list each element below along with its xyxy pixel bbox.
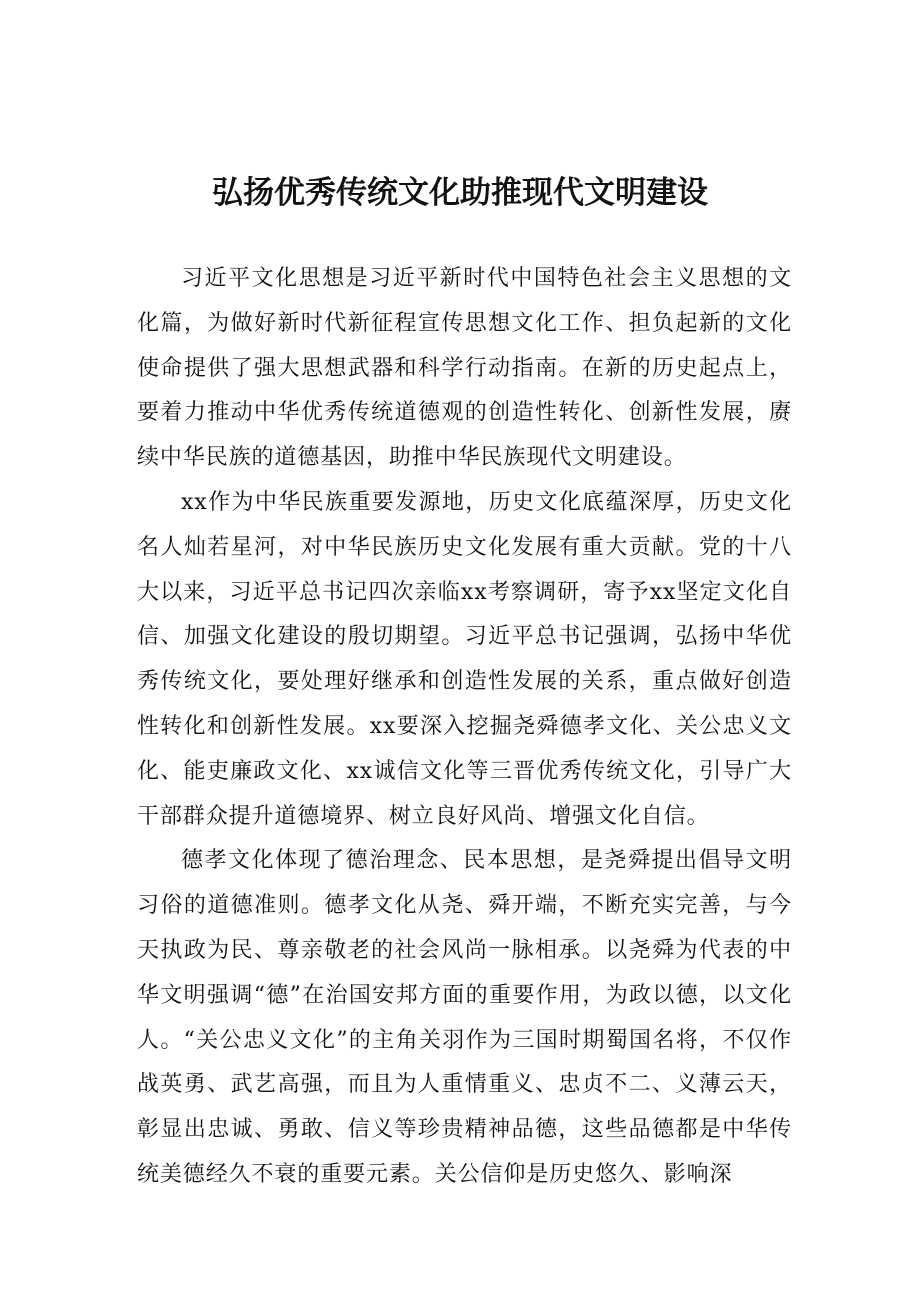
- document-title: 弘扬优秀传统文化助推现代文明建设: [212, 174, 708, 211]
- paragraph-3: 德孝文化体现了德治理念、民本思想，是尧舜提出倡导文明习俗的道德准则。德孝文化从尧、舜开端，不断充实完善，与今天执政为民、尊亲敬老的社会风尚一脉相承。以尧舜为代表的中华文明强调“德”在治国安邦方面的重要作用，为政以德，以文化人。“关公忠义文化”的主角关羽作为三国时期蜀国名将，不仅作战英勇、武艺高强，而且为人重情重义、忠贞不二、义薄云天，彰显出忠诚、勇敢、信义等珍贵精神品德，这些品德都是中华传统美德经久不衰的重要元素。关公信仰是历史悠久、影响深: [137, 848, 792, 1187]
- paragraph-2: xx作为中华民族重要发源地，历史文化底蕴深厚，历史文化名人灿若星河，对中华民族历史文化发展有重大贡献。党的十八大以来，习近平总书记四次亲临xx考察调研，寄予xx坚定文化自信、加强文化建设的殷切期望。习近平总书记强调，弘扬中华优秀传统文化，要处理好继承和创造性发展的关系，重点做好创造性转化和创新性发展。xx要深入挖掘尧舜德孝文化、关公忠义文化、能吏廉政文化、xx诚信文化等三晋优秀传统文化，引导广大干部群众提升道德境界、树立良好风尚、增强文化自信。: [137, 489, 792, 829]
- paragraph-1: 习近平文化思想是习近平新时代中国特色社会主义思想的文化篇，为做好新时代新征程宣传思想文化工作、担负起新的文化使命提供了强大思想武器和科学行动指南。在新的历史起点上，要着力推动中华优秀传统道德观的创造性转化、创新性发展，赓续中华民族的道德基因，助推中华民族现代文明建设。: [137, 266, 792, 471]
- document-body: [137, 257, 792, 1198]
